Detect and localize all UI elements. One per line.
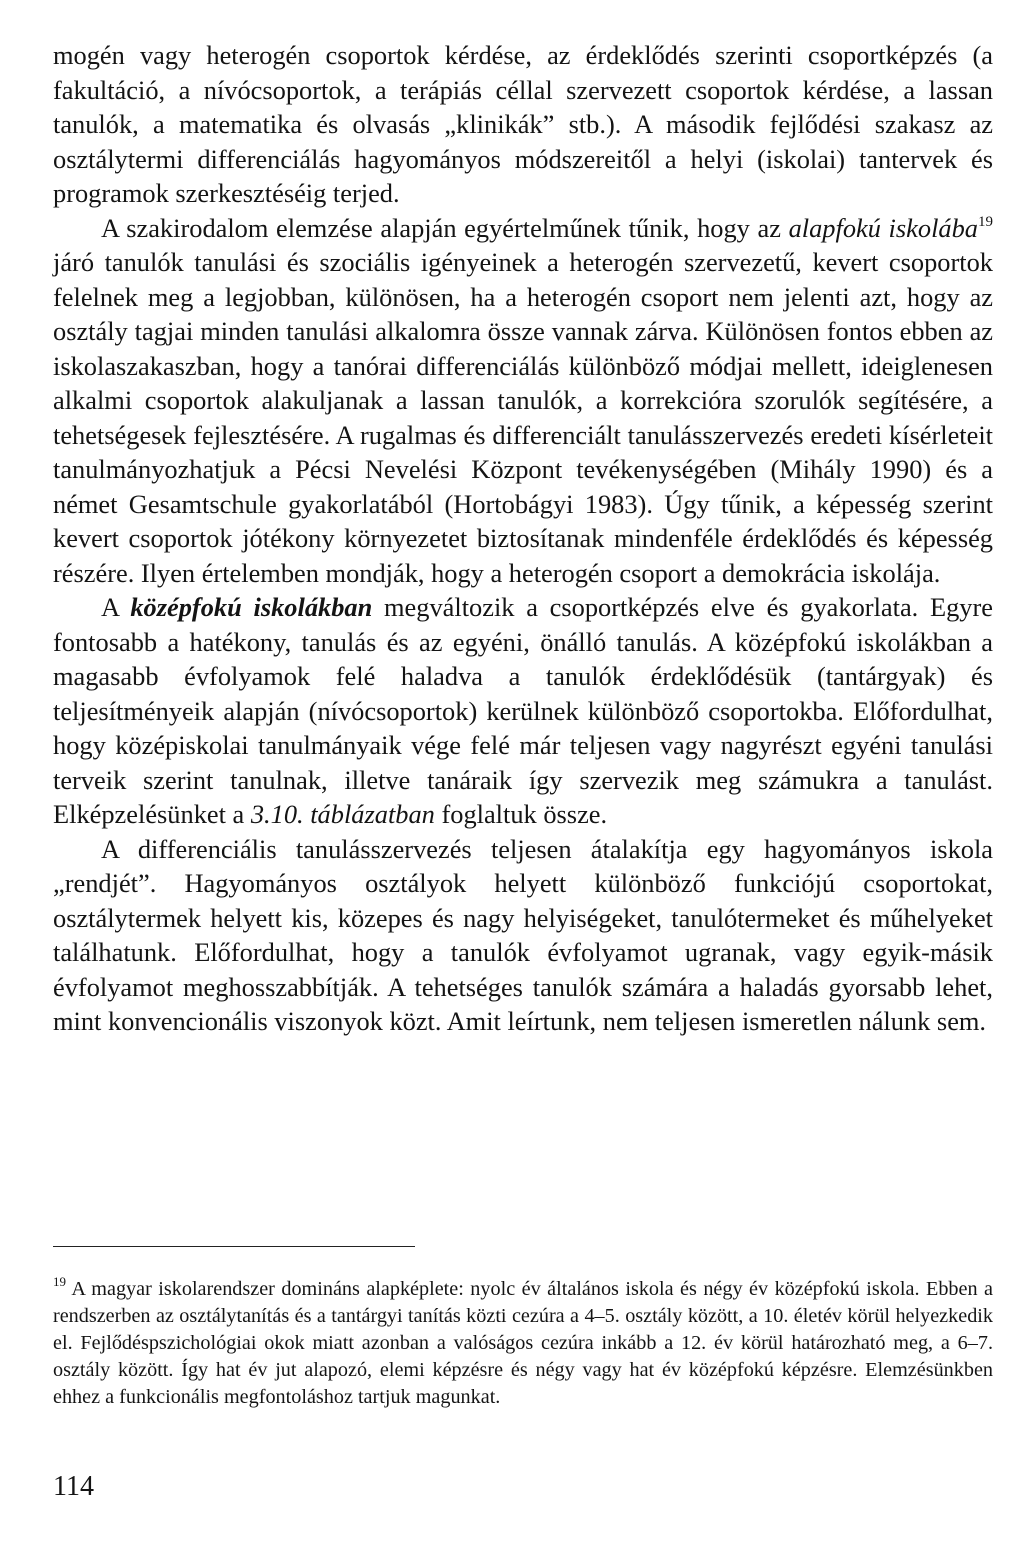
text-run: foglaltuk össze. bbox=[434, 799, 608, 829]
text-run: A differenciális tanulásszervezés teljesen átalakítja egy hagyományos iskola „rendjét”. Hagyományos osztályok helyett különböző funkciójú csoportokat, osztálytermek helyett kis, közepes és nagy helyiségeket, tanulótermeket és műhelyeket találhatunk. Előfordulhat, hogy a tanulók évfolyamot ugranak, vagy egyik-másik évfolyamot meghosszabbítják. A tehetséges tanulók számára a haladás gyorsabb lehet, mint konvencionális viszonyok közt. Amit leírtunk, nem teljesen ismeretlen nálunk sem. bbox=[53, 833, 993, 1036]
body-text bbox=[53, 38, 993, 1039]
paragraph-2 bbox=[53, 211, 993, 591]
footnote-text: A magyar iskolarendszer domináns alapképlete: nyolc év általános iskola és négy év középfokú iskola. Ebben a rendszerben az osztálytanítás és a tantárgyi tanítás közti cezúra a 4–5. osztály között, a 10. életév körül helyezkedik el. Fejlődéspszichológiai okok miatt azonban a valóságos cezúra inkább a 12. év körül határozható meg, a 6–7. osztály között. Így hat év jut alapozó, elemi képzésre és négy vagy hat év középfokú képzésre. Elemzésünkben ehhez a funkcionális megfontoláshoz tartjuk magunkat. bbox=[53, 1278, 993, 1408]
footnote-reference: 19 bbox=[978, 213, 993, 230]
footnote-19 bbox=[53, 1276, 993, 1411]
text-run: A bbox=[101, 592, 131, 622]
paragraph-4 bbox=[53, 832, 993, 1039]
footnote-separator bbox=[53, 1246, 415, 1247]
text-run: A szakirodalom elemzése alapján egyértelműnek tűnik, hogy az bbox=[101, 212, 789, 243]
text-run: megváltozik a csoportképzés elve és gyakorlata. Egyre fontosabb a hatékony, tanulás és az egyéni, önálló tanulás. A középfokú iskolákban a magasabb évfolyamok felé haladva a tanulók érdeklődésük (tantárgyak) és teljesítményeik alapján (nívócsoportok) kerülnek különböző csoportokba. Előfordulhat, hogy középiskolai tanulmányaik vége felé már teljesen vagy nagyrészt egyéni tanulási terveik szerint tanulnak, illetve tanáraik így szervezik meg számukra a tanulást. Elképzelésünket a bbox=[53, 592, 994, 829]
italic-text: 3.10. táblázatban bbox=[250, 799, 435, 829]
bold-italic-text: középfokú iskolákban bbox=[130, 592, 373, 622]
italic-text: alapfokú iskolába bbox=[788, 212, 978, 243]
text-run: járó tanulók tanulási és szociális igényeinek a heterogén szervezetű, kevert csoportok felelnek meg a legjobban, különösen, ha a heterogén csoport nem jelenti azt, hogy az osztály tagjai minden tanulási alkalomra össze vannak zárva. Különösen fontos ebben az iskolaszakaszban, hogy a tanórai differenciálás különböző módjai mellett, ideiglenesen alkalmi csoportok alakuljanak a lassan tanulók, a korrekcióra szorulók segítésére, a tehetségesek fejlesztésére. A rugalmas és differenciált tanulásszervezés eredeti kísérleteit tanulmányozhatjuk a Pécsi Nevelési Központ tevékenységében (Mihály 1990) és a német Gesamtschule gyakorlatából (Hortobágyi 1983). Úgy tűnik, a képesség szerint kevert csoportok jótékony környezetet biztosítanak mindenféle érdeklődés és képesség részére. Ilyen értelemben mondják, hogy a heterogén csoport a demokrácia iskolája. bbox=[53, 247, 993, 588]
footnote-marker: 19 bbox=[53, 1274, 66, 1289]
paragraph-3 bbox=[53, 590, 993, 832]
paragraph-1 bbox=[53, 38, 993, 211]
text-run: mogén vagy heterogén csoportok kérdése, az érdeklődés szerinti csoportképzés (a fakultáció, a nívócsoportok, a terápiás céllal szervezett csoportok kérdése, a lassan tanulók, a matematika és olvasás „klinikák” stb.). A második fejlődési szakasz az osztálytermi differenciálás hagyományos módszereitől a helyi (iskolai) tantervek és programok szerkesztéséig terjed. bbox=[53, 40, 993, 208]
document-page bbox=[53, 38, 994, 1502]
page-number: 114 bbox=[53, 1471, 94, 1502]
